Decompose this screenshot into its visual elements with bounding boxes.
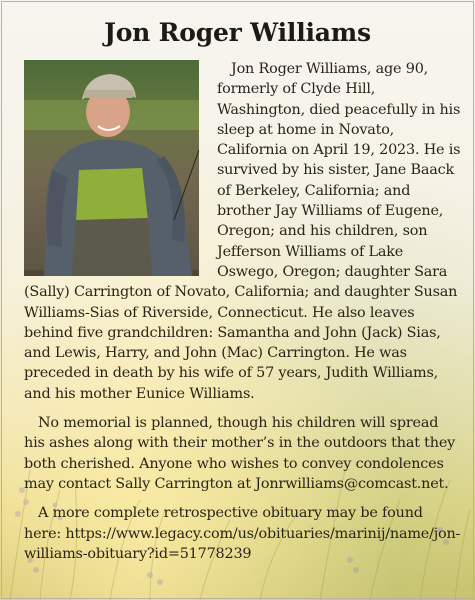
obituary-title: Jon Roger Williams	[104, 18, 371, 47]
obituary-paragraph-memorial: No memorial is planned, though his children will spread his ashes along with their mother’s in the outdoors that they both cherished. Anyone who wishes to convey condolences may contact Sally Carrington at Jonrwilliams@comcast.net.	[24, 415, 456, 492]
portrait-photo	[24, 60, 199, 276]
obituary-paragraph-main: Jon Roger Williams, age 90, formerly of Clyde Hill, Washington, died peacefully in his sleep at home in Novato, California on April 19, 2023. He is survived by his sister, Jane Baack of Berkeley, California; and brother Jay Williams of Eugene, Oregon; and his children, son Jefferson Williams of Lake Oswego, Oregon; daughter Sara (Sally) Carrington of Novato, California; and daughter Susan Williams-Sias of Riverside, Connecticut. He also leaves behind five grandchildren: Samantha and John (Jack) Sias, and Lewis, Harry, and John (Mac) Carrington. He was preceded in death by his wife of 57 years, Judith Williams, and his mother Eunice Williams.	[24, 61, 461, 402]
obituary-paragraph-link: A more complete retrospective obituary may be found here: https://www.legacy.com/us/obituaries/marinij/name/jon-williams-obituary?id=51778239	[24, 505, 461, 562]
obituary-content	[0, 18, 475, 564]
